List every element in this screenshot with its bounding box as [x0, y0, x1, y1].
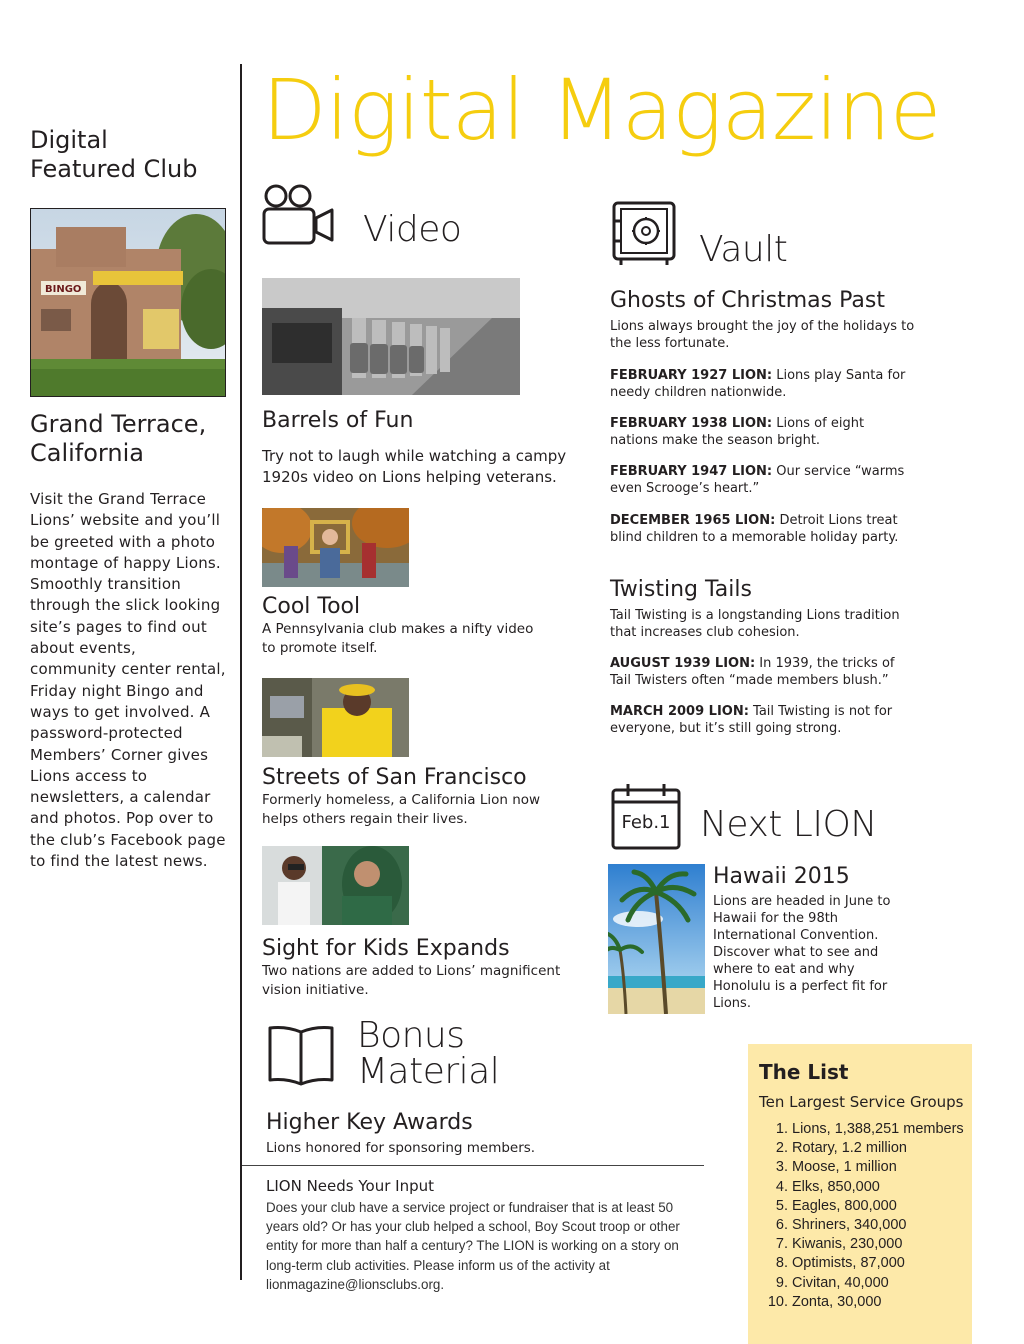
video-item-title[interactable]: Sight for Kids Expands: [262, 936, 510, 961]
list-item: 10. Zonta, 30,000: [767, 1293, 882, 1310]
sidebar-heading: Digital Featured Club: [30, 126, 198, 183]
vault-item-intro: Tail Twisting is a longstanding Lions tradition that increases club cohesion.: [610, 608, 900, 640]
video-section-label: Video: [363, 209, 462, 250]
vault-entry: AUGUST 1939 LION: In 1939, the tricks of Tail Twisters often “made members blush.”: [610, 656, 895, 688]
video-item-title[interactable]: Cool Tool: [262, 594, 361, 619]
vault-entry: DECEMBER 1965 LION: Detroit Lions treat blind children to a memorable holiday party.: [610, 513, 899, 545]
list-title: The List: [759, 1060, 849, 1084]
list-item: 9. Civitan, 40,000: [775, 1274, 889, 1291]
next-lion-section-label: Next LION: [700, 804, 877, 845]
page-title: Digital Magazine: [262, 61, 941, 159]
vault-entry: FEBRUARY 1938 LION: Lions of eight nations make the season bright.: [610, 416, 865, 448]
section-divider: [242, 1165, 704, 1166]
vault-entry: FEBRUARY 1927 LION: Lions play Santa for needy children nationwide.: [610, 368, 906, 400]
bonus-section-label: Bonus Material: [357, 1015, 500, 1092]
hawaii-beach-photo[interactable]: [608, 864, 705, 1014]
video-item-desc: Try not to laugh while watching a campy 1920s video on Lions helping veterans.: [262, 447, 567, 486]
list-item: 7. Kiwanis, 230,000: [775, 1236, 903, 1253]
list-item: 1. Lions, 1,388,251 members: [775, 1121, 964, 1137]
cool-tool-video-thumbnail[interactable]: [262, 508, 409, 587]
vault-item-intro: Lions always brought the joy of the holidays to the less fortunate.: [610, 319, 915, 351]
vault-section-label: Vault: [699, 229, 788, 270]
video-item-title[interactable]: Streets of San Francisco: [262, 765, 527, 790]
open-book-icon: [266, 1024, 336, 1090]
next-item-desc: Lions are headed in June to Hawaii for the 98th International Convention. Discover what to see and where to eat and why Honolulu is a perfect fit for Lions.: [713, 894, 891, 1011]
list-item: 4. Elks, 850,000: [775, 1178, 880, 1195]
list-item: 8. Optimists, 87,000: [775, 1255, 905, 1272]
sight-for-kids-video-thumbnail[interactable]: [262, 846, 409, 925]
calendar-icon: [611, 782, 681, 850]
list-item: 6. Shriners, 340,000: [775, 1217, 907, 1234]
list-items: [762, 1120, 964, 1312]
safe-icon: [611, 201, 677, 271]
column-divider: [240, 64, 242, 1280]
list-item: 5. Eagles, 800,000: [775, 1197, 897, 1214]
vault-item-title[interactable]: Twisting Tails: [610, 577, 752, 602]
video-camera-icon: [262, 182, 336, 250]
bingo-sign: BINGO: [45, 284, 82, 295]
club-description: Visit the Grand Terrace Lions’ website and you’ll be greeted with a photo montage of happy Lions. Smoothly transition through the slick looking site’s pages to find out about events, community center rental, Friday night Bingo and ways to get involved. A password-protected Members’ Corner gives Lions access to newsletters, a calendar and photos. Pop over to the club’s Facebook page to find the latest news.: [30, 490, 226, 871]
club-name: Grand Terrace, California: [30, 410, 207, 467]
list-item: 2. Rotary, 1.2 million: [775, 1140, 907, 1157]
next-item-title[interactable]: Hawaii 2015: [713, 864, 850, 889]
bonus-item-desc: Lions honored for sponsoring members.: [266, 1140, 536, 1156]
list-subtitle: Ten Largest Service Groups: [759, 1093, 964, 1111]
bonus-item-title[interactable]: Higher Key Awards: [266, 1110, 473, 1135]
vault-item-title[interactable]: Ghosts of Christmas Past: [610, 288, 885, 313]
barrels-video-thumbnail[interactable]: [262, 278, 520, 395]
calendar-date: Feb.1: [621, 812, 671, 833]
input-body: Does your club have a service project or fundraiser that is at least 50 years old? Or has your club helped a school, Boy Scout troop or other entity for more than half a century? The LION is working on a story on long-term club activities. Please inform us of the activity at lionmagazine@lionsclubs.org.: [266, 1200, 680, 1292]
list-item: 3. Moose, 1 million: [775, 1159, 897, 1176]
vault-entry: MARCH 2009 LION: Tail Twisting is not for everyone, but it’s still going strong.: [610, 704, 893, 736]
video-item-desc: Two nations are added to Lions’ magnificent vision initiative.: [262, 963, 561, 998]
input-title: LION Needs Your Input: [266, 1177, 434, 1195]
club-building-photo[interactable]: [30, 208, 226, 397]
video-item-desc: A Pennsylvania club makes a nifty video to promote itself.: [262, 621, 534, 656]
video-item-desc: Formerly homeless, a California Lion now helps others regain their lives.: [262, 792, 541, 827]
san-francisco-video-thumbnail[interactable]: [262, 678, 409, 757]
the-list-box: [748, 1044, 972, 1344]
video-item-title[interactable]: Barrels of Fun: [262, 408, 414, 433]
vault-entry: FEBRUARY 1947 LION: Our service “warms even Scrooge’s heart.”: [610, 464, 905, 496]
